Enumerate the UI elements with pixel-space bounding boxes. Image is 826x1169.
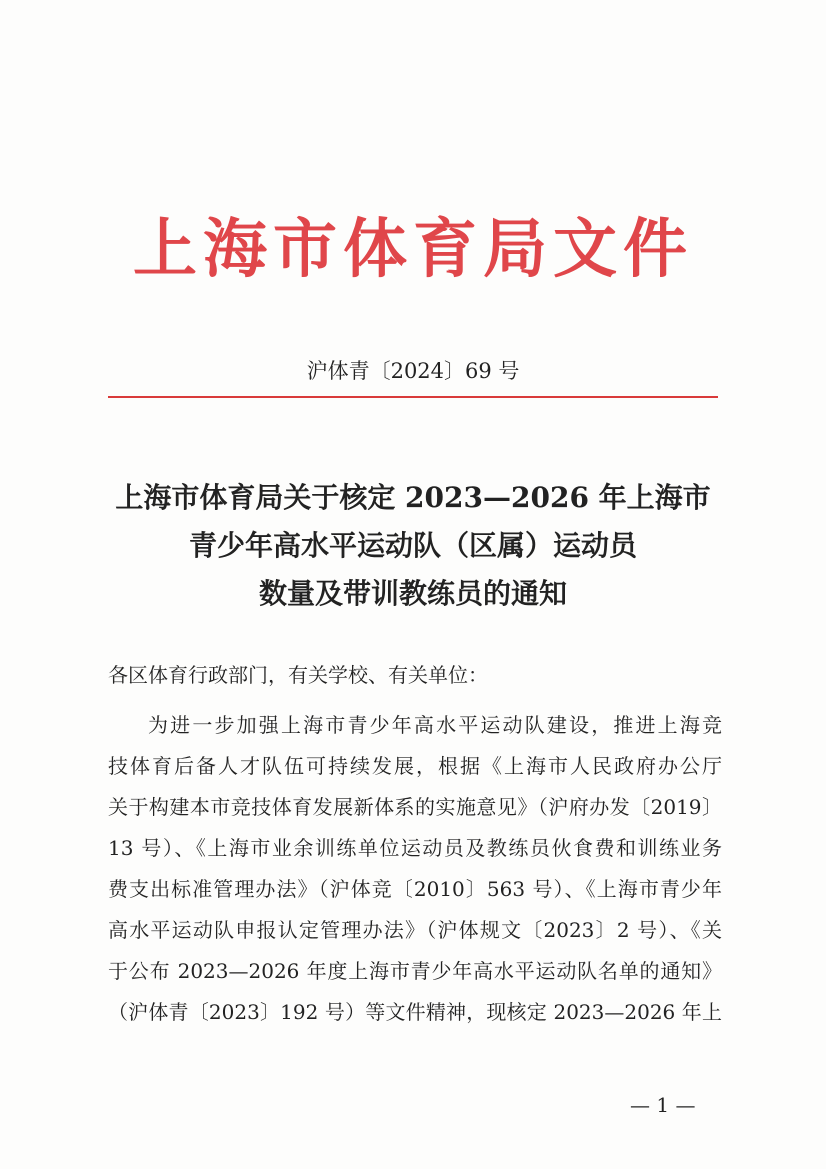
title-line: 数量及带训教练员的通知: [258, 577, 567, 610]
body-line: 于公布 2023—2026 年度上海市青少年高水平运动队名单的通知》: [108, 959, 722, 983]
document-number: 沪体青〔2024〕69 号: [306, 359, 520, 383]
page-number: — 1 —: [630, 1093, 696, 1117]
salutation: 各区体育行政部门，有关学校、有关单位：: [108, 663, 488, 687]
document-title: [60, 474, 766, 618]
body-paragraph: [108, 705, 722, 1033]
title-line: 青少年高水平运动队（区属）运动员: [188, 529, 637, 562]
title-line: 上海市体育局关于核定 2023—2026 年上海市: [115, 481, 711, 514]
red-divider-line: [108, 396, 718, 398]
body-line: （沪体青〔2023〕192 号）等文件精神，现核定 2023—2026 年上: [108, 1000, 722, 1024]
body-line: 13 号）、《上海市业余训练单位运动员及教练员伙食费和训练业务: [108, 836, 722, 860]
document-masthead: 上海市体育局文件: [133, 212, 693, 287]
body-line: 高水平运动队申报认定管理办法》（沪体规文〔2023〕2 号）、《关: [108, 918, 722, 942]
body-line: 关于构建本市竞技体育发展新体系的实施意见》（沪府办发〔2019〕: [108, 795, 722, 819]
body-line: 费支出标准管理办法》（沪体竞〔2010〕563 号）、《上海市青少年: [108, 877, 722, 901]
body-line: 为进一步加强上海市青少年高水平运动队建设，推进上海竞: [148, 713, 722, 737]
body-line: 技体育后备人才队伍可持续发展，根据《上海市人民政府办公厅: [108, 754, 722, 778]
